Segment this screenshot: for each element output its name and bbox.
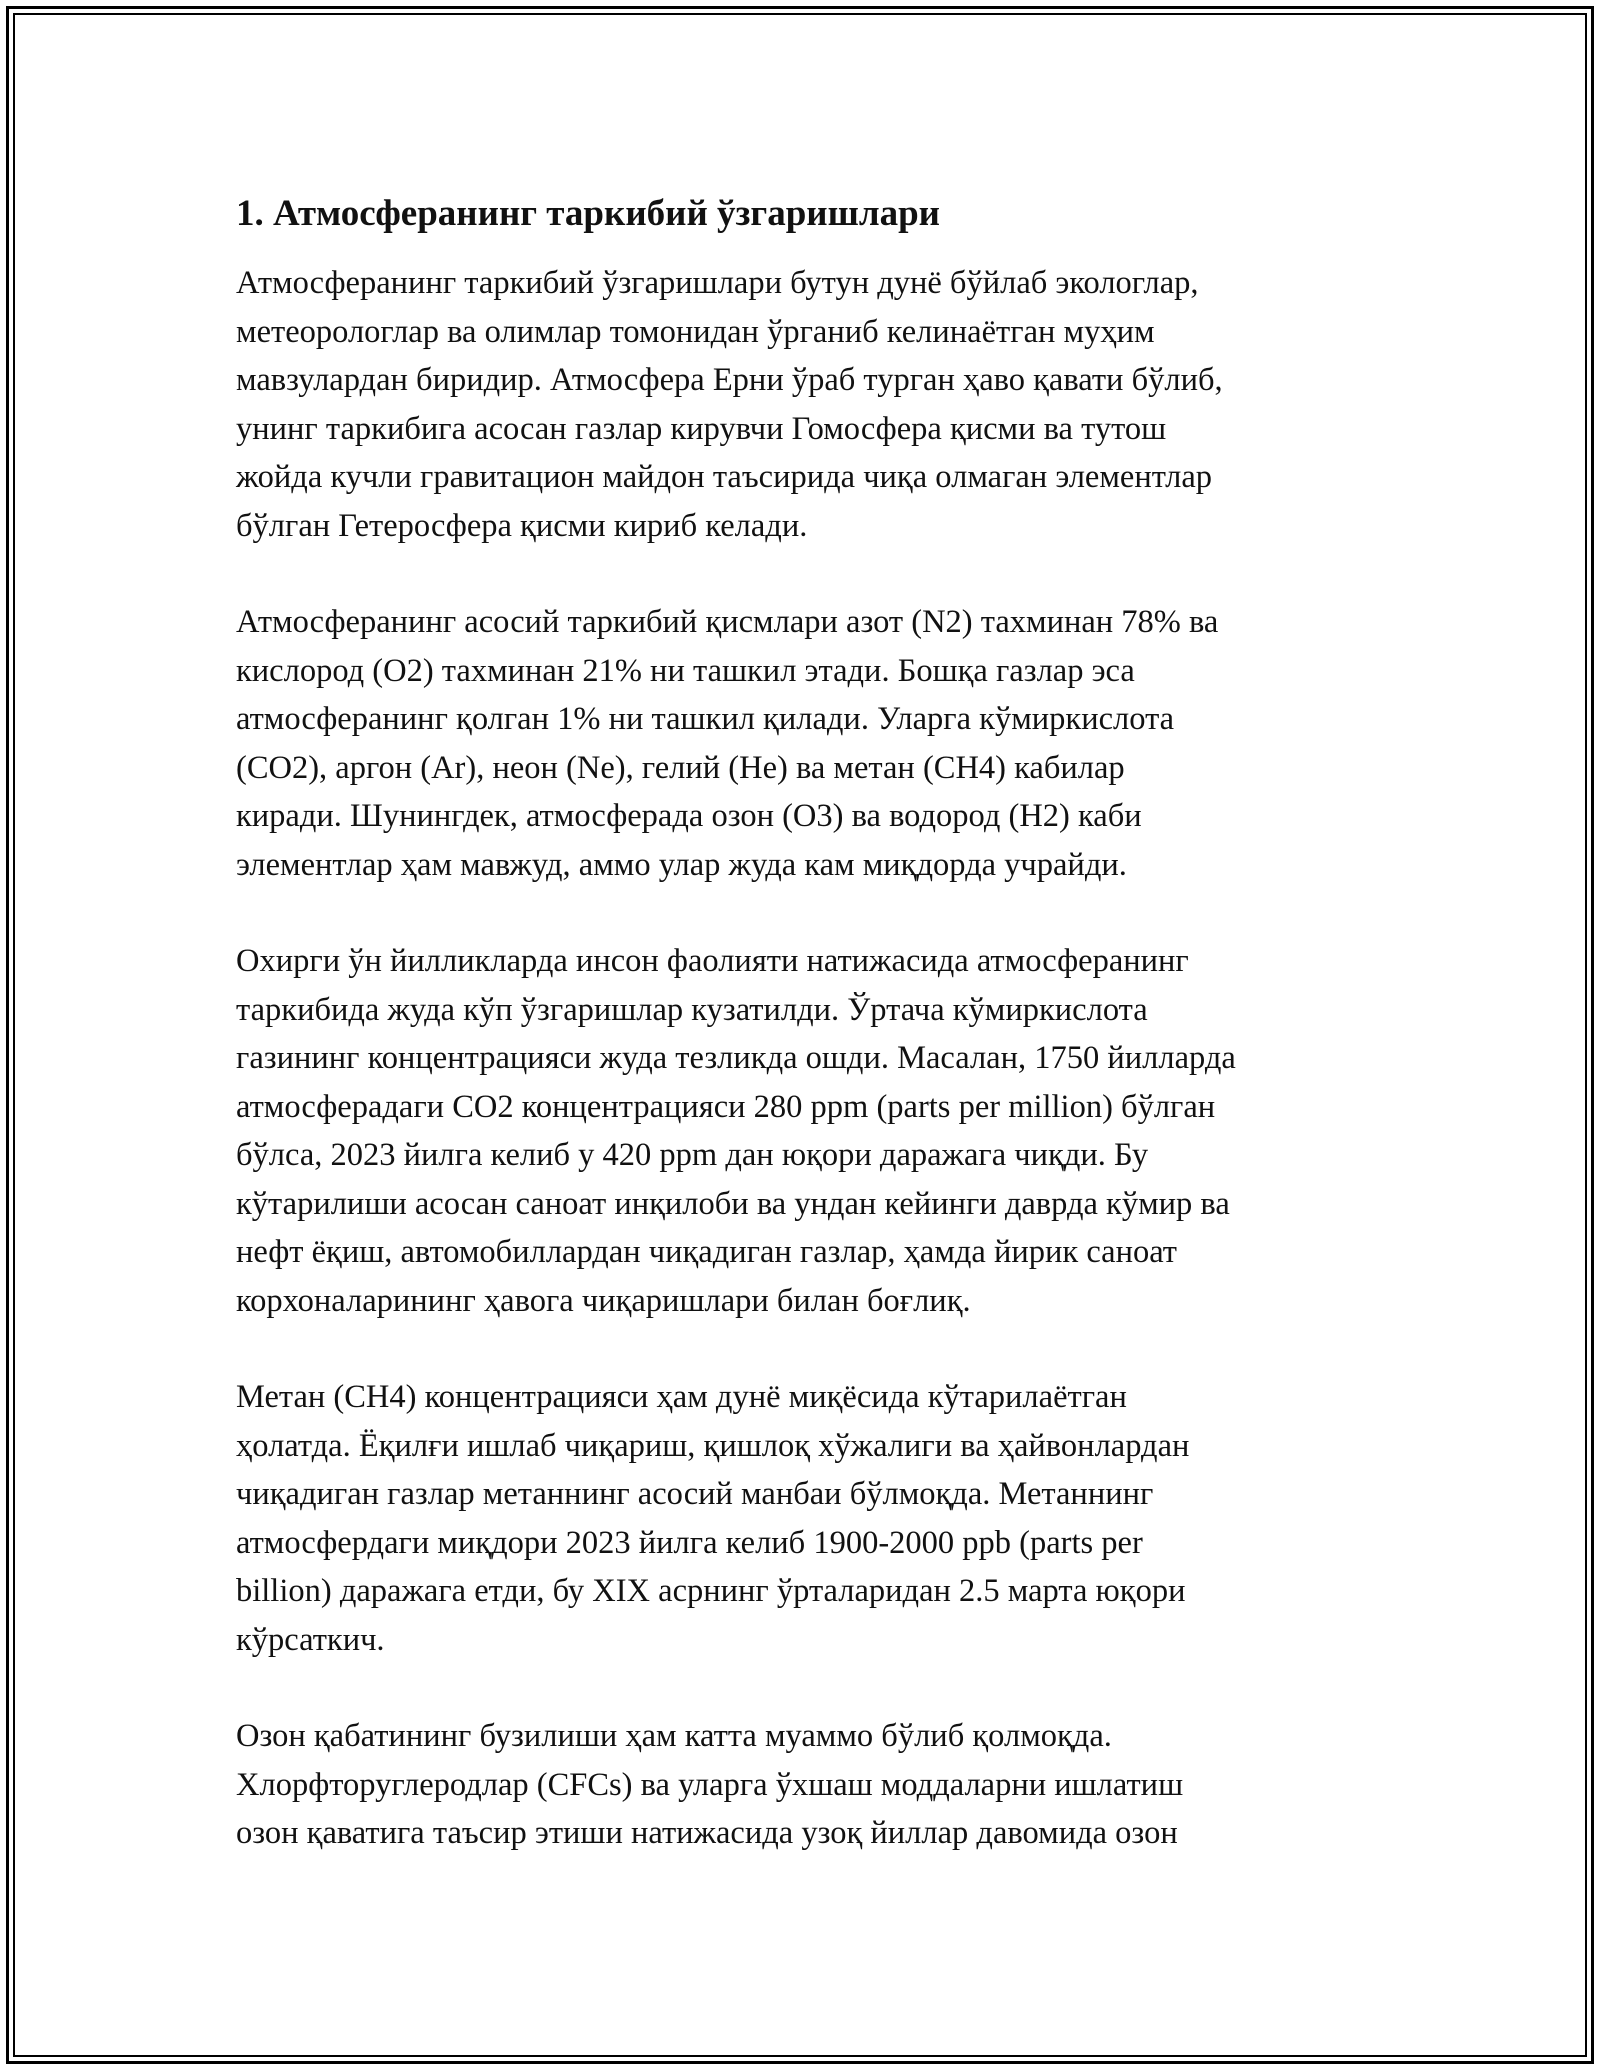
paragraph-atmosphere-intro: Атмосферанинг таркибий ўзгаришлари бутун дунё бўйлаб экологлар, метеорологлар ва олимлар томонидан ўрганиб келинаётган муҳим мавзулардан биридир. Атмосфера Ерни ўраб турган ҳаво қавати бўлиб, унинг таркибига асосан газлар кирувчи Гомосфера қисми ва тутош жойда кучли гравитацион майдон таъсирида чиқа олмаган элементлар бўлган Гетеросфера қисми кириб келади. bbox=[236, 265, 1223, 544]
section-heading: 1. Атмосферанинг таркибий ўзгаришлари bbox=[236, 193, 940, 234]
paragraph-ozone: Озон қабатининг бузилиши ҳам катта муаммо бўлиб қолмоқда. Хлорфторуглеродлар (CFCs) ва уларга ўхшаш моддаларни ишлатиш озон қаватига таъсир этиши натижасида узоқ йиллар давомида озон bbox=[236, 1718, 1184, 1851]
paragraph-methane: Метан (CH4) концентрацияси ҳам дунё миқёсида кўтарилаётган ҳолатда. Ёқилғи ишлаб чиқариш, қишлоқ хўжалиги ва ҳайвонлардан чиқадиган газлар метаннинг асосий манбаи бўлмоқда. Метаннинг атмосфердаги миқдори 2023 йилга келиб 1900-2000 ppb (parts per billion) даражага етди, бу XIX асрнинг ўрталаридан 2.5 марта юқори кўрсаткич. bbox=[236, 1379, 1190, 1658]
paragraph-main-components: Атмосферанинг асосий таркибий қисмлари азот (N2) тахминан 78% ва кислород (O2) тахминан 21% ни ташкил этади. Бошқа газлар эса атмосферанинг қолган 1% ни ташкил қилади. Уларга кўмиркислота (CO2), аргон (Ar), неон (Ne), гелий (He) ва метан (CH4) кабилар киради. Шунингдек, атмосферада озон (O3) ва водород (H2) каби элементлар ҳам мавжуд, аммо улар жуда кам миқдорда учрайди. bbox=[236, 604, 1219, 883]
document-body bbox=[236, 188, 1376, 1858]
paragraph-co2-changes: Охирги ўн йилликларда инсон фаолияти натижасида атмосферанинг таркибида жуда кўп ўзгаришлар кузатилди. Ўртача кўмиркислота газининг концентрацияси жуда тезликда ошди. Масалан, 1750 йилларда атмосферадаги CO2 концентрацияси 280 ppm (parts per million) бўлган бўлса, 2023 йилга келиб у 420 ppm дан юқори даражага чиқди. Бу кўтарилиши асосан саноат инқилоби ва ундан кейинги даврда кўмир ва нефт ёқиш, автомобиллардан чиқадиган газлар, ҳамда йирик саноат корхоналарининг ҳавога чиқаришлари билан боғлиқ. bbox=[236, 943, 1236, 1319]
